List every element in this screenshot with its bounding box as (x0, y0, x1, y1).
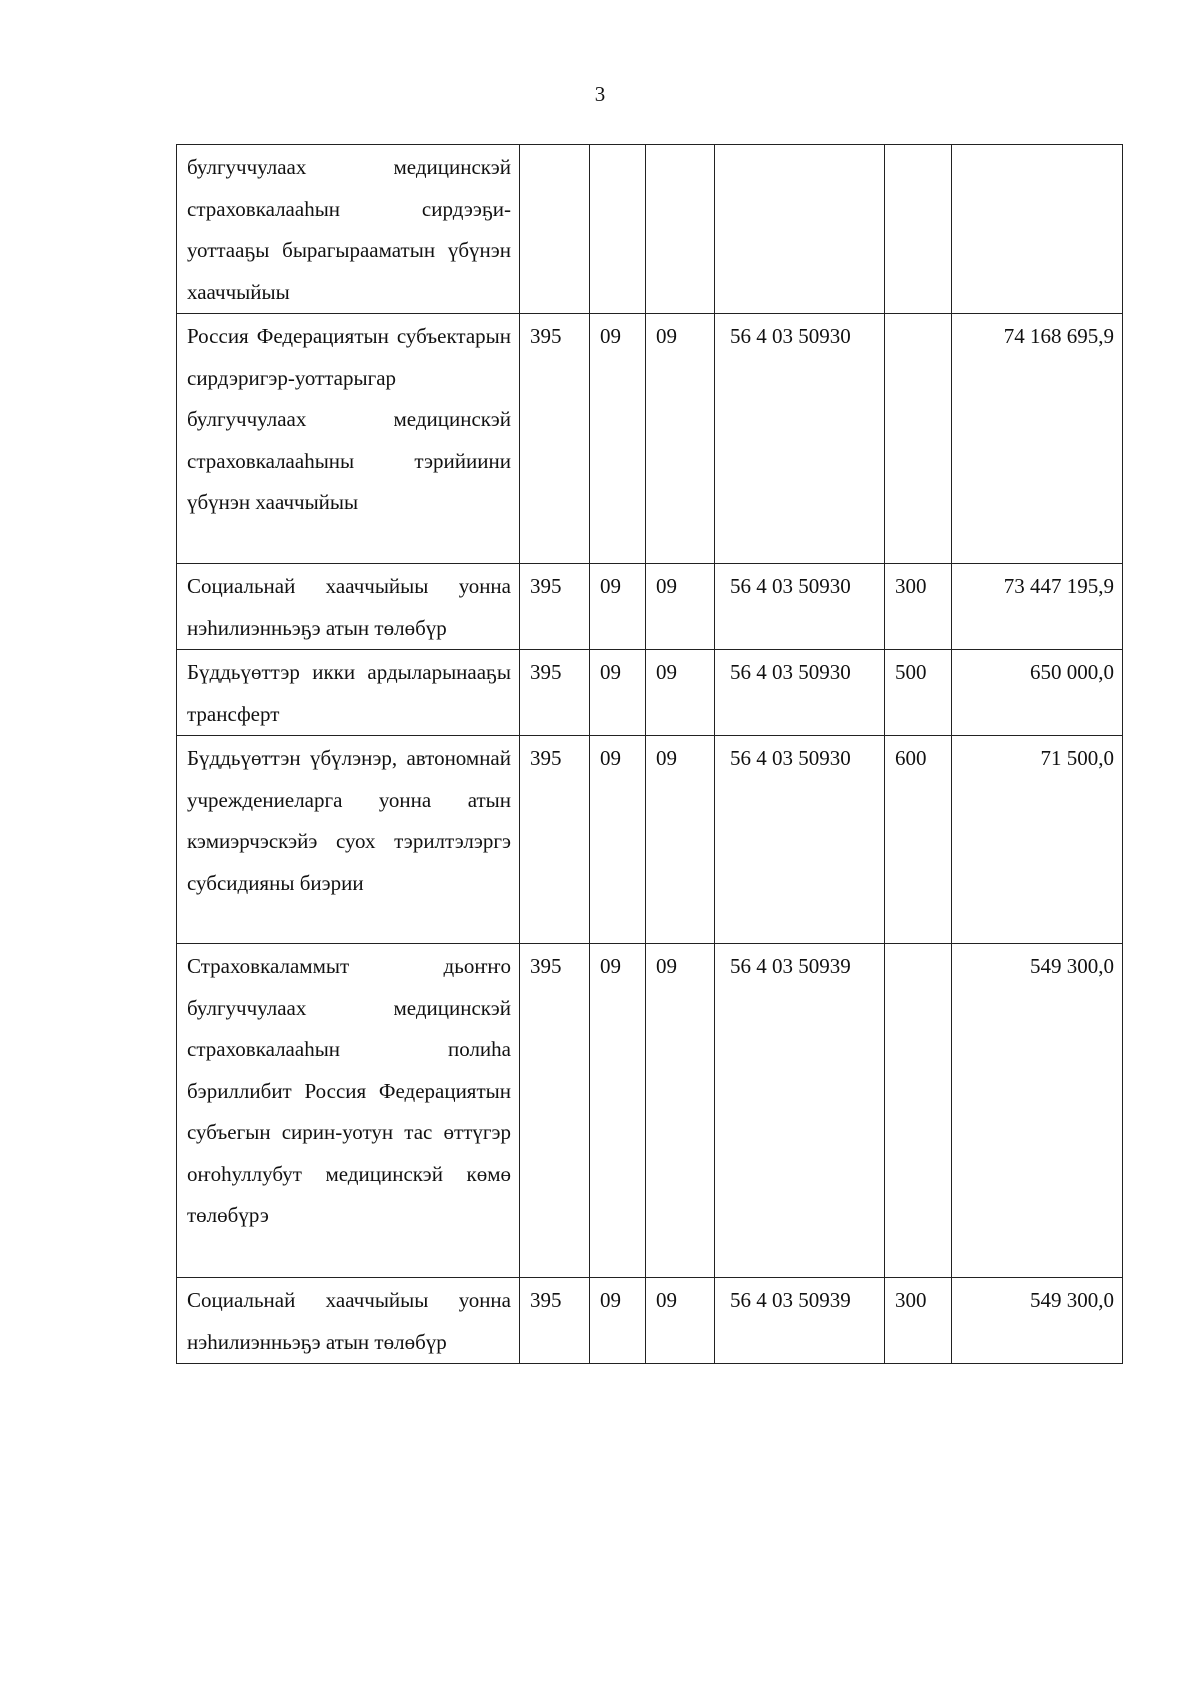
item-name-cell: булгуччулаах медицинскэй страховкалааһын сирдээҕи-уоттааҕы бырагырааматын үбүнэн хааччыйыы (177, 145, 520, 314)
grbs-code-cell: 395 (520, 314, 590, 564)
table-row (177, 1278, 1123, 1364)
amount-cell: 549 300,0 (952, 1278, 1123, 1364)
grbs-code-cell: 395 (520, 1278, 590, 1364)
item-name-cell: Страховкаламмыт дьоҥҥо булгуччулаах медицинскэй страховкалааһын полиһа бэриллибит Россия Федерациятын субъегын сирин-уотун тас өттүгэр оҥоһуллубут медицинскэй көмө төлөбүрэ (177, 944, 520, 1278)
subsection-code-cell: 09 (646, 1278, 715, 1364)
expense-type-code-cell (885, 145, 952, 314)
target-article-code-cell: 56 4 03 50939 (715, 944, 885, 1278)
section-code-cell: 09 (590, 650, 646, 736)
section-code-cell: 09 (590, 564, 646, 650)
grbs-code-cell: 395 (520, 944, 590, 1278)
item-name-cell: Социальнай хааччыйыы уонна нэһилиэнньэҕэ атын төлөбүр (177, 564, 520, 650)
expense-type-code-cell: 600 (885, 736, 952, 944)
target-article-code-cell: 56 4 03 50930 (715, 736, 885, 944)
table-row (177, 736, 1123, 944)
item-name-cell: Бүддьүөттэр икки ардыларынааҕы трансферт (177, 650, 520, 736)
page-number: 3 (594, 82, 606, 106)
amount-cell: 71 500,0 (952, 736, 1123, 944)
expense-type-code-cell: 300 (885, 564, 952, 650)
subsection-code-cell (646, 145, 715, 314)
expense-type-code-cell (885, 314, 952, 564)
grbs-code-cell (520, 145, 590, 314)
item-name-cell: Бүддьүөттэн үбүлэнэр, автономнай учреждениеларга уонна атын кэмиэрчэскэйэ суох тэрилтэлэргэ субсидияны биэрии (177, 736, 520, 944)
table-row (177, 944, 1123, 1278)
table-row (177, 145, 1123, 314)
amount-cell: 650 000,0 (952, 650, 1123, 736)
grbs-code-cell: 395 (520, 564, 590, 650)
item-name-cell: Социальнай хааччыйыы уонна нэһилиэнньэҕэ атын төлөбүр (177, 1278, 520, 1364)
amount-cell: 73 447 195,9 (952, 564, 1123, 650)
amount-cell (952, 145, 1123, 314)
item-name-cell: Россия Федерациятын субъектарын сирдэригэр-уоттарыгар булгуччулаах медицинскэй страховкалааһыны тэрийиини үбүнэн хааччыйыы (177, 314, 520, 564)
subsection-code-cell: 09 (646, 736, 715, 944)
grbs-code-cell: 395 (520, 650, 590, 736)
table-row (177, 650, 1123, 736)
amount-cell: 74 168 695,9 (952, 314, 1123, 564)
target-article-code-cell: 56 4 03 50930 (715, 314, 885, 564)
section-code-cell: 09 (590, 944, 646, 1278)
amount-cell: 549 300,0 (952, 944, 1123, 1278)
expense-type-code-cell: 300 (885, 1278, 952, 1364)
subsection-code-cell: 09 (646, 564, 715, 650)
grbs-code-cell: 395 (520, 736, 590, 944)
subsection-code-cell: 09 (646, 650, 715, 736)
target-article-code-cell: 56 4 03 50939 (715, 1278, 885, 1364)
target-article-code-cell: 56 4 03 50930 (715, 564, 885, 650)
subsection-code-cell: 09 (646, 944, 715, 1278)
expense-type-code-cell: 500 (885, 650, 952, 736)
target-article-code-cell: 56 4 03 50930 (715, 650, 885, 736)
section-code-cell: 09 (590, 1278, 646, 1364)
table-row (177, 314, 1123, 564)
section-code-cell (590, 145, 646, 314)
table-row (177, 564, 1123, 650)
section-code-cell: 09 (590, 314, 646, 564)
subsection-code-cell: 09 (646, 314, 715, 564)
budget-table (176, 144, 1123, 1364)
section-code-cell: 09 (590, 736, 646, 944)
expense-type-code-cell (885, 944, 952, 1278)
target-article-code-cell (715, 145, 885, 314)
